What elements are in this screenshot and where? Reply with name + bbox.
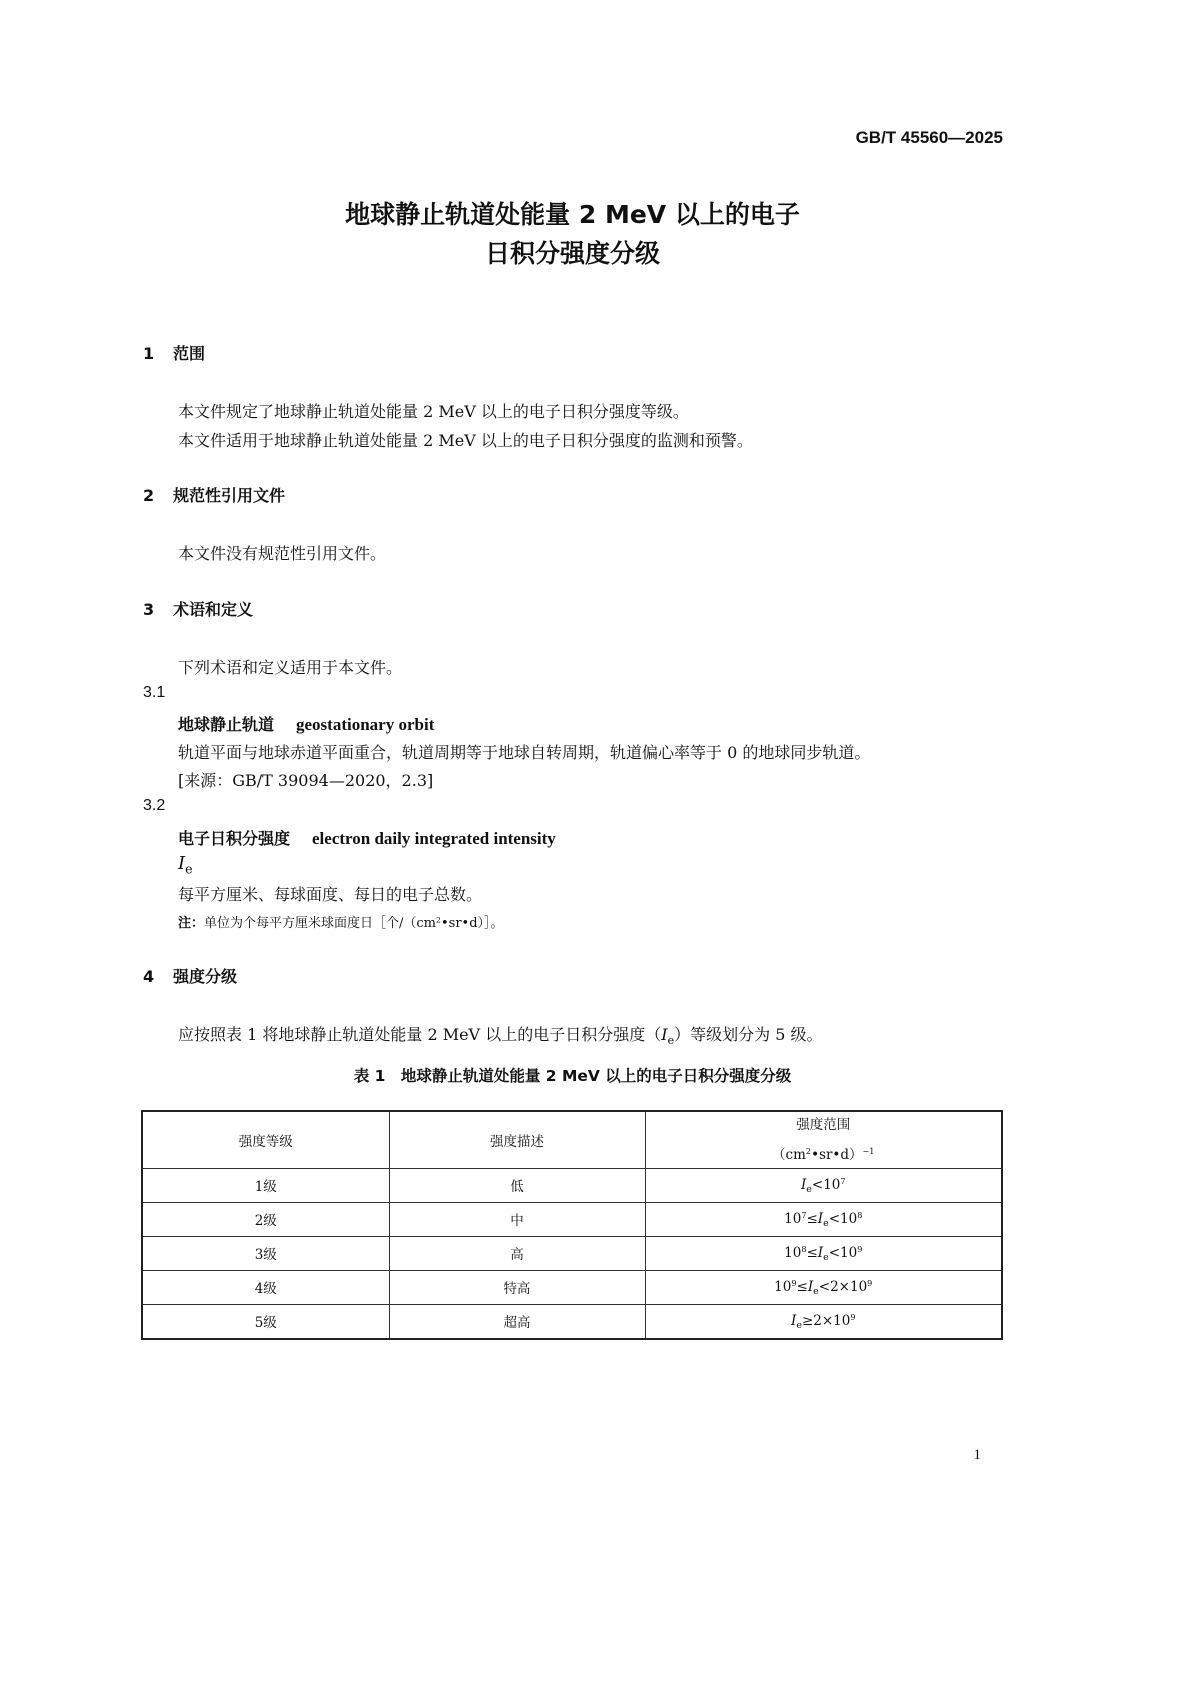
superscript: −1 <box>862 1146 875 1156</box>
paragraph: 本文件规定了地球静止轨道处能量 2 MeV 以上的电子日积分强度等级。 <box>178 402 689 421</box>
term-zh: 电子日积分强度 <box>178 829 291 848</box>
cell-level: 3级 <box>142 1236 389 1270</box>
text-run: ≤ <box>806 1244 818 1261</box>
header-range-unit <box>646 1138 1002 1168</box>
subscript: e <box>185 861 193 877</box>
subscript: e <box>667 1033 675 1047</box>
symbol-italic: I <box>807 1278 814 1295</box>
superscript: 2 <box>436 915 441 925</box>
cell-desc: 低 <box>389 1168 645 1202</box>
table-row <box>142 1304 1002 1339</box>
text-run: 单位为个每平方厘米球面度日［个/（cm <box>204 916 437 931</box>
section-title: 范围 <box>173 344 206 363</box>
symbol-italic: I <box>661 1025 668 1044</box>
section-number: 1 <box>143 344 155 363</box>
term-source: [来源：GB/T 39094—2020，2.3] <box>178 771 434 790</box>
subscript: e <box>806 1183 812 1195</box>
table-row <box>142 1202 1002 1236</box>
table-row <box>142 1270 1002 1304</box>
cell-level: 4级 <box>142 1270 389 1304</box>
cell-level: 2级 <box>142 1202 389 1236</box>
note-label: 注： <box>178 916 205 931</box>
paragraph: 本文件没有规范性引用文件。 <box>178 544 387 563</box>
symbol-italic: I <box>800 1176 807 1193</box>
superscript: 7 <box>840 1175 846 1186</box>
header-level: 强度等级 <box>142 1111 389 1168</box>
section-title: 术语和定义 <box>173 600 254 619</box>
paragraph: 本文件适用于地球静止轨道处能量 2 MeV 以上的电子日积分强度的监测和预警。 <box>178 431 753 450</box>
subscript: e <box>796 1319 802 1331</box>
term-definition: 轨道平面与地球赤道平面重合，轨道周期等于地球自转周期，轨道偏心率等于 0 的地球同步轨道。 <box>178 743 871 762</box>
document-title-line1: 地球静止轨道处能量 2 MeV 以上的电子 <box>345 200 800 229</box>
text-run: 应按照表 1 将地球静止轨道处能量 2 MeV 以上的电子日积分强度（ <box>178 1025 662 1044</box>
subscript: e <box>823 1217 829 1229</box>
intensity-grade-table <box>141 1110 1003 1340</box>
text-run: ≤ <box>806 1210 818 1227</box>
term-symbol <box>178 853 193 876</box>
text-run: <10 <box>828 1244 858 1261</box>
note-text <box>204 916 504 931</box>
term-zh: 地球静止轨道 <box>178 715 275 734</box>
cell-level: 1级 <box>142 1168 389 1202</box>
symbol-italic: I <box>817 1244 824 1261</box>
cell-desc: 中 <box>389 1202 645 1236</box>
text-run: ≤ <box>796 1278 808 1295</box>
table-caption: 表 1 地球静止轨道处能量 2 MeV 以上的电子日积分强度分级 <box>353 1067 792 1085</box>
section-4-heading <box>143 964 237 987</box>
text-run: ≥2×10 <box>801 1312 851 1329</box>
cell-range <box>645 1236 1002 1270</box>
cell-desc: 特高 <box>389 1270 645 1304</box>
subscript: e <box>813 1285 819 1297</box>
clause-number: 3.2 <box>143 797 166 814</box>
text-run: <10 <box>811 1176 841 1193</box>
standard-number: GB/T 45560—2025 <box>855 128 1003 147</box>
text-run: 10 <box>774 1278 792 1295</box>
superscript: 7 <box>801 1209 807 1220</box>
text-run: 10 <box>784 1244 802 1261</box>
section-title: 规范性引用文件 <box>173 486 286 505</box>
superscript: 9 <box>850 1311 856 1322</box>
text-run: •sr•d）］。 <box>440 916 504 931</box>
section-1-heading <box>143 341 205 364</box>
cell-range <box>645 1168 1002 1202</box>
symbol-italic: I <box>817 1210 824 1227</box>
section-number: 4 <box>143 967 155 986</box>
cell-range <box>645 1270 1002 1304</box>
superscript: 2 <box>805 1146 812 1156</box>
clause-number: 3.1 <box>143 684 166 701</box>
cell-range <box>645 1202 1002 1236</box>
page-number: 1 <box>973 1447 981 1463</box>
header-desc: 强度描述 <box>389 1111 645 1168</box>
cell-desc: 高 <box>389 1236 645 1270</box>
document-title-line2: 日积分强度分级 <box>484 239 660 268</box>
header-range <box>645 1111 1002 1168</box>
text-run: •sr•d） <box>811 1146 863 1163</box>
subscript: e <box>823 1251 829 1263</box>
table-row <box>142 1236 1002 1270</box>
text-run: （cm <box>772 1146 806 1163</box>
section-number: 3 <box>143 600 155 619</box>
header-range-title: 强度范围 <box>796 1117 851 1133</box>
superscript: 9 <box>867 1277 873 1288</box>
table-row <box>142 1168 1002 1202</box>
term-heading <box>178 712 434 735</box>
section-title: 强度分级 <box>173 967 238 986</box>
section-3-heading <box>143 597 253 620</box>
section-2-heading <box>143 483 285 506</box>
term-heading <box>178 826 556 849</box>
symbol-italic: I <box>791 1312 797 1329</box>
term-note <box>178 912 504 931</box>
paragraph <box>178 1022 823 1047</box>
term-en: electron daily integrated intensity <box>312 829 556 848</box>
superscript: 9 <box>857 1243 863 1254</box>
paragraph: 下列术语和定义适用于本文件。 <box>178 658 403 677</box>
section-number: 2 <box>143 486 155 505</box>
cell-range <box>645 1304 1002 1339</box>
cell-level: 5级 <box>142 1304 389 1339</box>
superscript: 8 <box>801 1243 807 1254</box>
term-definition: 每平方厘米、每球面度、每日的电子总数。 <box>178 885 483 904</box>
cell-desc: 超高 <box>389 1304 645 1339</box>
text-run: ）等级划分为 5 级。 <box>674 1025 823 1044</box>
superscript: 9 <box>791 1277 797 1288</box>
table-header-row <box>142 1111 1002 1168</box>
symbol-italic: I <box>178 853 186 874</box>
term-en: geostationary orbit <box>296 715 435 734</box>
text-run: <2×10 <box>818 1278 868 1295</box>
text-run: 10 <box>784 1210 802 1227</box>
superscript: 8 <box>857 1209 863 1220</box>
text-run: <10 <box>828 1210 858 1227</box>
